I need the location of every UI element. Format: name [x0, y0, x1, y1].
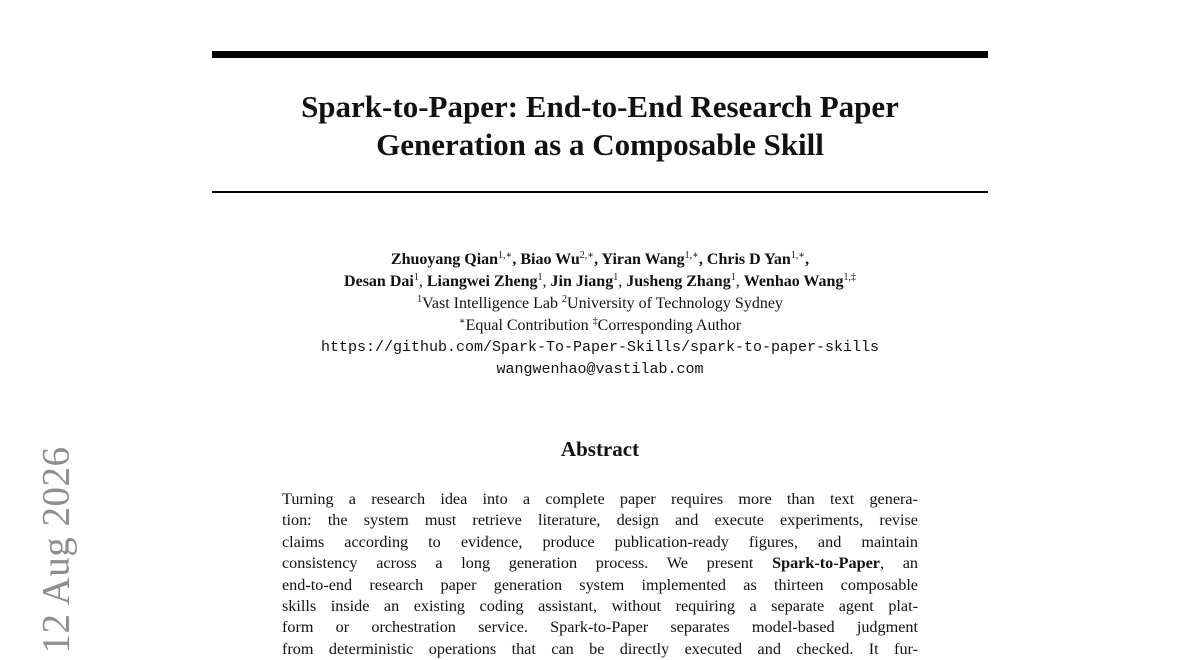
- author-name: Jusheng Zhang: [626, 273, 731, 290]
- arxiv-date-stamp: 12 Aug 2026: [34, 446, 78, 654]
- author-affiliation-mark: 1,∗: [684, 250, 699, 261]
- title-rule: [212, 191, 988, 193]
- repo-url-link[interactable]: https://github.com/Spark-To-Paper-Skills/spark-to-paper-skills: [320, 339, 880, 356]
- abstract-line: claims according to evidence, produce publication-ready figures, and maintain: [282, 532, 918, 551]
- abstract-line: Turning a research idea into a complete paper requires more than text genera-: [282, 490, 918, 508]
- note-mark: ‡: [592, 316, 598, 327]
- author-affiliation-mark: 1: [537, 272, 543, 283]
- author-line: Desan Dai$^1$, Liangwei Zheng$^1$, Jin Jiang$^1$, Jusheng Zhang$^1$, Wenhao Wang$^{1,\ddagger}$: [344, 272, 856, 290]
- contribution-notes-line: [212, 315, 988, 337]
- abstract-body: [282, 489, 918, 660]
- author-affiliation-mark: 1: [730, 272, 736, 283]
- author-name: Yiran Wang: [601, 251, 685, 268]
- abstract-line: form or orchestration service. Spark-to-Paper separates model-based judgment: [282, 618, 918, 637]
- author-affiliation-mark: 1: [613, 272, 619, 283]
- author-name: Jin Jiang: [550, 273, 614, 290]
- abstract-line-text: consistency across a long generation process. We present: [282, 554, 773, 573]
- author-affiliation-mark: 1,‡: [843, 272, 856, 283]
- paper-title: [212, 88, 988, 164]
- note-text: Corresponding Author: [597, 317, 742, 334]
- author-name: Wenhao Wang: [743, 273, 844, 290]
- author-name: Zhuoyang Qian: [390, 251, 499, 268]
- top-rule: [212, 51, 988, 58]
- note-text: Equal Contribution: [465, 317, 589, 334]
- author-name: Desan Dai: [344, 273, 414, 290]
- abstract-line: skills inside an existing coding assistant, without requiring a separate agent plat-: [282, 597, 918, 616]
- author-affiliation-mark: 1: [413, 272, 419, 283]
- abstract-heading: Abstract: [560, 437, 640, 461]
- abstract-line-text: , an: [879, 554, 919, 573]
- contact-email-link[interactable]: wangwenhao@vastilab.com: [496, 361, 704, 378]
- author-line: Zhuoyang Qian$^{1,∗}$, Biao $Wu^{2,∗}$, Yiran Wang$^{1,∗}$, Chris D Yan$^{1,∗}$,: [390, 250, 810, 268]
- author-affiliation-mark: 1,∗: [498, 250, 513, 261]
- affiliations-line: [212, 293, 988, 315]
- affiliation-name: Vast Intelligence Lab: [422, 295, 559, 312]
- author-name: Liangwei Zheng: [426, 273, 538, 290]
- author-affiliation-mark: 1,∗: [790, 250, 806, 261]
- system-name-bold: Spark-to-Paper: [772, 554, 880, 573]
- title-line: Spark-to-Paper: End-to-End Research Paper: [301, 89, 899, 124]
- affiliation-mark: 2: [562, 294, 568, 305]
- title-line: Generation as a Composable Skill: [376, 127, 824, 162]
- note-mark: ∗: [458, 316, 466, 327]
- affiliation-mark: 1: [417, 294, 423, 305]
- abstract-line: [282, 553, 918, 574]
- author-name: Chris D Yan: [706, 251, 791, 268]
- author-block: [212, 249, 988, 381]
- author-name: Biao Wu: [520, 251, 580, 268]
- affiliation-name: University of Technology Sydney: [567, 295, 783, 312]
- abstract-line: end-to-end research paper generation system implemented as thirteen composable: [282, 575, 918, 594]
- abstract-line: tion: the system must retrieve literature, design and execute experiments, revise: [282, 511, 918, 530]
- abstract-line: from deterministic operations that can be directly executed and checked. It fur-: [282, 639, 918, 658]
- author-affiliation-mark: 2,∗: [579, 250, 595, 261]
